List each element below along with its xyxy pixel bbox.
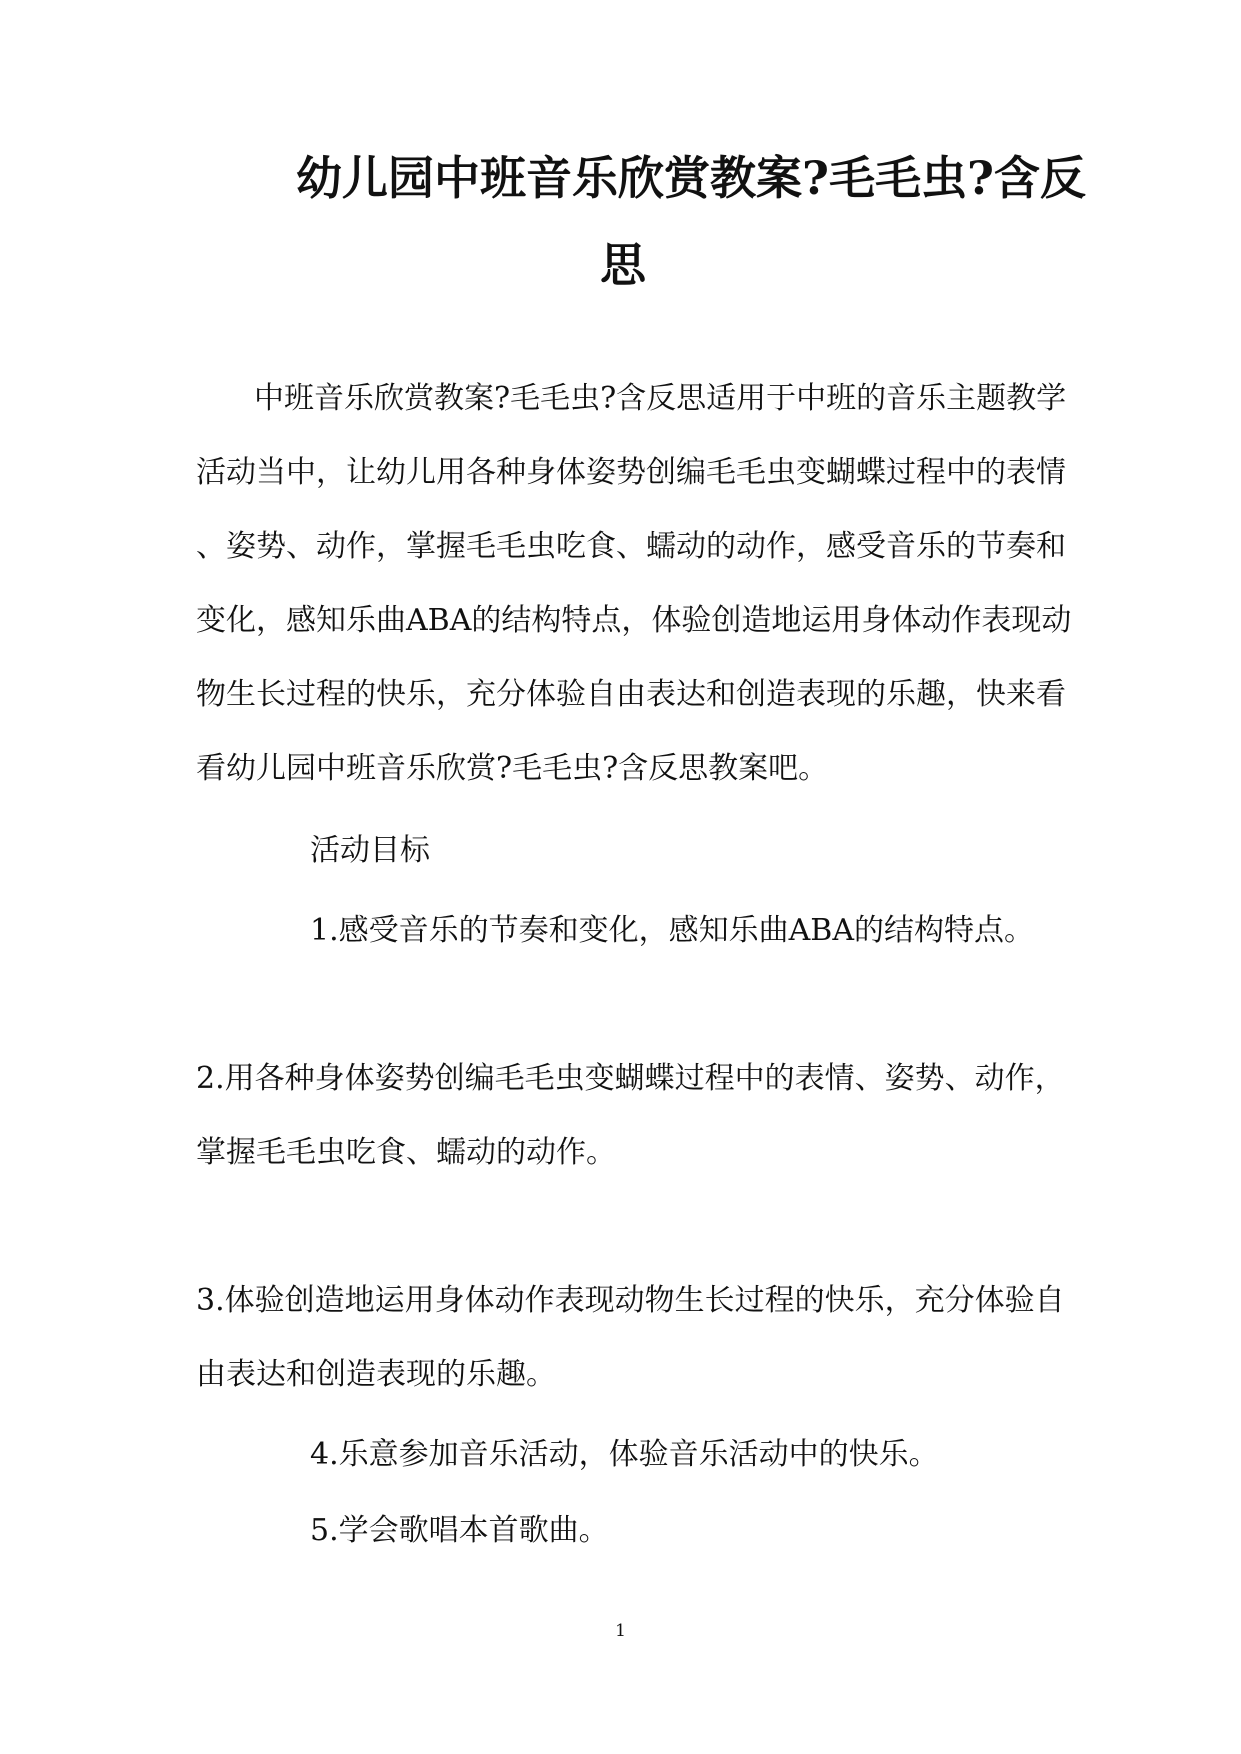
intro-line: 中班音乐欣赏教案?毛毛虫?含反思适用于中班的音乐主题教学 [254,381,1067,416]
intro-line: 、姿势、动作，掌握毛毛虫吃食、蠕动的动作，感受音乐的节奏和 [196,529,1066,564]
goal-item-line: 2.用各种身体姿势创编毛毛虫变蝴蝶过程中的表情、姿势、动作， [196,1061,1065,1096]
goal-item-line: 掌握毛毛虫吃食、蠕动的动作。 [196,1135,616,1170]
intro-line: 变化，感知乐曲ABA的结构特点，体验创造地运用身体动作表现动 [196,603,1072,638]
goal-item: 1.感受音乐的节奏和变化，感知乐曲ABA的结构特点。 [310,913,1034,948]
goal-item-line: 由表达和创造表现的乐趣。 [196,1357,556,1392]
title-line: 幼儿园中班音乐欣赏教案?毛毛虫?含反 [296,151,1086,205]
intro-line: 看幼儿园中班音乐欣赏?毛毛虫?含反思教案吧。 [196,751,829,786]
goal-item: 4.乐意参加音乐活动，体验音乐活动中的快乐。 [310,1437,939,1472]
intro-line: 物生长过程的快乐，充分体验自由表达和创造表现的乐趣，快来看 [196,677,1066,712]
page-number: 1 [615,1621,626,1641]
title-line: 思 [600,238,646,292]
goal-item-line: 3.体验创造地运用身体动作表现动物生长过程的快乐，充分体验自 [196,1283,1065,1318]
goal-item: 5.学会歌唱本首歌曲。 [310,1513,609,1548]
intro-line: 活动当中，让幼儿用各种身体姿势创编毛毛虫变蝴蝶过程中的表情 [196,455,1066,490]
section-heading: 活动目标 [310,833,430,868]
